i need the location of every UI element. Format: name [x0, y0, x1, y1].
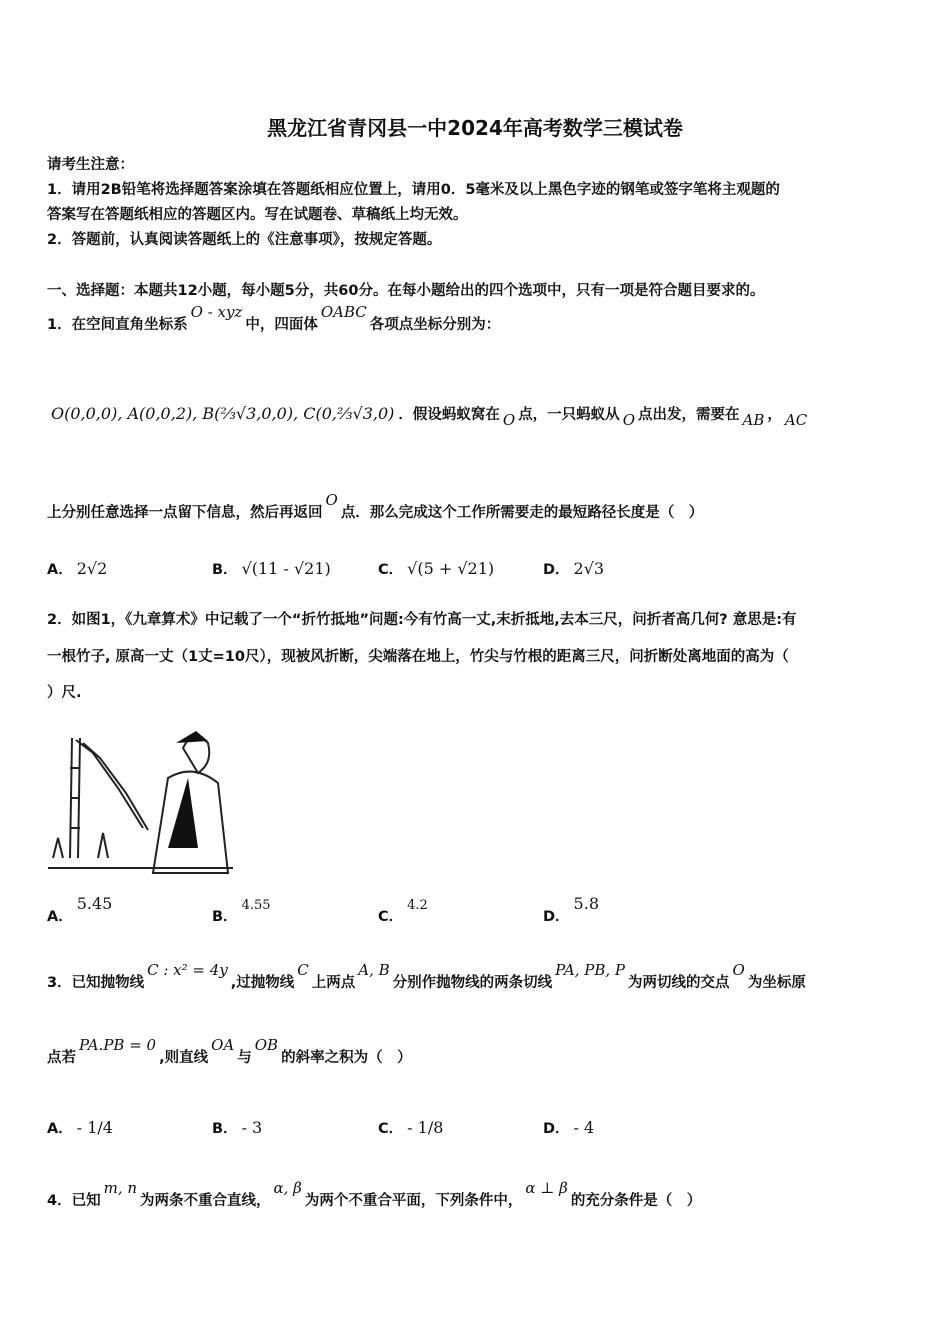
label: C．	[378, 1121, 404, 1137]
text: 各项点坐标分别为：	[369, 317, 501, 333]
text: 4．已知	[47, 1193, 101, 1209]
label: B．	[212, 1121, 238, 1137]
label: B．	[212, 909, 238, 925]
q2-option-d	[543, 894, 603, 926]
math: O	[325, 491, 338, 509]
text: 分别作抛物线的两条切线	[392, 975, 553, 991]
text: ,过抛物线	[230, 975, 295, 991]
math: O	[732, 961, 745, 979]
label: A．	[47, 562, 73, 578]
q1-option-d	[543, 558, 608, 579]
label: D．	[543, 562, 570, 578]
label: A．	[47, 1121, 73, 1137]
value: 4.2	[407, 898, 428, 913]
math: O - xyz	[190, 303, 243, 321]
label: D．	[543, 1121, 570, 1137]
page-title: 黑龙江省青冈县一中2024年高考数学三模试卷	[267, 116, 683, 140]
math-coords: O(0,0,0), A(0,0,2), B(⅔√3,0,0), C(0,⅔√3,0)	[51, 404, 395, 423]
value: 4.55	[241, 898, 271, 913]
value: 5.45	[76, 894, 113, 913]
q2-line-3: ）尺.	[47, 685, 82, 701]
math: m, n	[103, 1179, 138, 1197]
text: 点若	[47, 1050, 76, 1066]
label: A．	[47, 909, 73, 925]
value: - 1/4	[76, 1118, 113, 1137]
text: 点．那么完成这个工作所需要走的最短路径长度是（ ）	[340, 505, 704, 521]
math: O	[502, 411, 516, 429]
math: α, β	[273, 1179, 302, 1197]
label: D．	[543, 909, 570, 925]
notice-line-1: 1．请用2B铅笔将选择题答案涂填在答题纸相应位置上，请用0．5毫米及以上黑色字迹的钢笔或签字笔将主观题的	[47, 182, 780, 198]
q3-stem	[47, 961, 806, 992]
math: A, B	[358, 961, 390, 979]
value: √(5 + √21)	[407, 559, 495, 578]
math: C	[297, 961, 309, 979]
text: ,则直线	[159, 1050, 209, 1066]
q2-option-a	[47, 894, 116, 926]
q1-stem	[47, 303, 501, 334]
notice-heading: 请考生注意：	[47, 157, 134, 173]
text: 上分别任意选择一点留下信息，然后再返回	[47, 505, 323, 521]
text: 为两切线的交点	[628, 975, 730, 991]
value: 2√2	[76, 559, 108, 578]
math: OABC	[320, 303, 367, 321]
q4-stem	[47, 1179, 702, 1210]
q2-line-2: 一根竹子, 原高一丈（1丈=10尺），现被风折断，尖端落在地上，竹尖与竹根的距离三尺，问折断处离地面的高为（	[47, 649, 789, 665]
q2-option-b	[212, 898, 275, 926]
section-heading: 一、选择题：本题共12小题，每小题5分，共60分。在每小题给出的四个选项中，只有一项是符合题目要求的。	[47, 283, 765, 299]
math: AB	[742, 411, 765, 429]
text: 上两点	[311, 975, 356, 991]
math: OA	[211, 1036, 235, 1054]
value: - 4	[573, 1118, 595, 1137]
text: 1．在空间直角坐标系	[47, 317, 188, 333]
q2-option-c	[378, 898, 432, 926]
math: C : x² = 4y	[147, 961, 228, 979]
q1-option-c	[378, 558, 498, 579]
text: 3．已知抛物线	[47, 975, 145, 991]
q1-stem-2	[47, 403, 810, 429]
value: - 3	[241, 1118, 263, 1137]
text: 的充分条件是（ ）	[570, 1193, 702, 1209]
text: 的斜率之积为（ ）	[281, 1050, 412, 1066]
math: O	[622, 411, 635, 429]
text: 为两个不重合平面，下列条件中，	[304, 1193, 523, 1209]
value: √(11 - √21)	[241, 559, 331, 578]
q3-option-d	[543, 1117, 598, 1138]
text: 点，一只蚂蚁从	[518, 407, 620, 423]
text: 中，四面体	[245, 317, 318, 333]
text: 点出发，需要在	[638, 407, 740, 423]
q3-option-b	[212, 1117, 266, 1138]
q1-option-a	[47, 558, 111, 579]
text: 为两条不重合直线，	[140, 1193, 271, 1209]
q2-line-1: 2．如图1，《九章算术》中记载了一个“折竹抵地”问题:今有竹高一丈,末折抵地,去本三尺，问折者高几何? 意思是:有	[47, 612, 797, 628]
text: ，	[767, 407, 782, 423]
q1-stem-3	[47, 491, 704, 522]
math: PA.PB = 0	[79, 1036, 157, 1054]
value: 2√3	[573, 559, 605, 578]
notice-line-1b: 答案写在答题纸相应的答题区内。写在试题卷、草稿纸上均无效。	[47, 207, 468, 223]
text: 为坐标原	[747, 975, 806, 991]
q3-stem-2	[47, 1036, 412, 1067]
value: - 1/8	[407, 1118, 444, 1137]
notice-line-2: 2．答题前，认真阅读答题纸上的《注意事项》，按规定答题。	[47, 232, 442, 248]
label: B．	[212, 562, 238, 578]
text: 与	[237, 1050, 252, 1066]
math: OB	[254, 1036, 279, 1054]
math: α ⊥ β	[525, 1179, 568, 1197]
label: C．	[378, 909, 404, 925]
value: 5.8	[573, 894, 599, 913]
bamboo-scholar-illustration	[48, 718, 233, 883]
math: PA, PB, P	[555, 961, 626, 979]
q1-option-b	[212, 558, 335, 579]
math: AC	[784, 411, 808, 429]
label: C．	[378, 562, 404, 578]
text: ．假设蚂蚁窝在	[398, 407, 500, 423]
q3-option-c	[378, 1117, 447, 1138]
q3-option-a	[47, 1117, 117, 1138]
